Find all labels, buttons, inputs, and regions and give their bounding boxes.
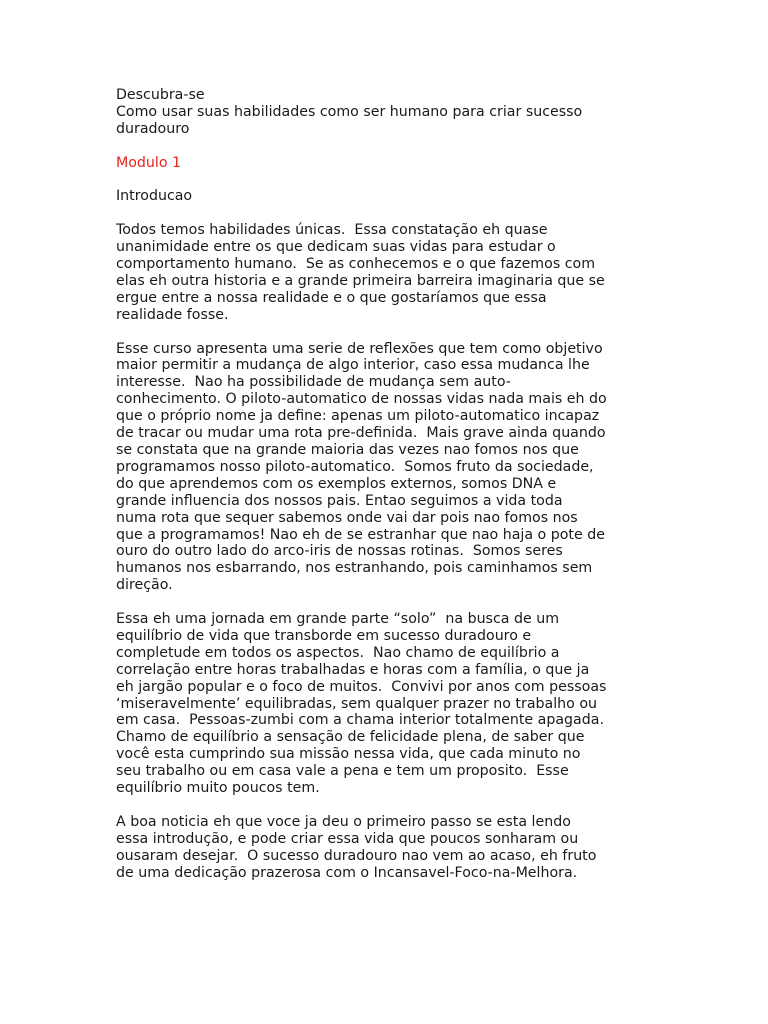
paragraph-line: completude em todos os aspectos. Nao chamo de equilíbrio a	[116, 644, 560, 661]
paragraph	[116, 341, 656, 595]
paragraph-line: numa rota que sequer sabemos onde vai dar pois nao fomos nos	[116, 509, 578, 526]
paragraph	[116, 814, 656, 882]
paragraph-line: conhecimento. O piloto-automatico de nossas vidas nada mais eh do	[116, 391, 607, 408]
section-heading: Introducao	[116, 188, 193, 205]
paragraph-line: essa introdução, e pode criar essa vida que poucos sonharam ou	[116, 830, 579, 847]
paragraph-line: Todos temos habilidades únicas. Essa constatação eh quase	[116, 222, 548, 239]
paragraph-line: ‘miseravelmente’ equilibradas, sem qualquer prazer no trabalho ou	[116, 695, 598, 712]
paragraph-line: interesse. Nao ha possibilidade de mudança sem auto-	[116, 374, 511, 391]
module-heading: Modulo 1	[116, 154, 182, 171]
paragraph-line: Chamo de equilíbrio a sensação de felicidade plena, de saber que	[116, 729, 585, 746]
document-title: Descubra-se	[116, 87, 205, 103]
paragraph-line: eh jargão popular e o foco de muitos. Convivi por anos com pessoas	[116, 678, 607, 695]
document-page	[116, 87, 656, 882]
paragraph-line: você esta cumprindo sua missão nessa vida, que cada minuto no	[116, 746, 581, 763]
paragraph-line: ousaram desejar. O sucesso duradouro nao vem ao acaso, eh fruto	[116, 847, 597, 864]
spacer	[116, 138, 656, 155]
subtitle-line: Como usar suas habilidades como ser humano para criar sucesso	[116, 103, 583, 120]
paragraph-line: correlação entre horas trabalhadas e horas com a família, o que ja	[116, 661, 590, 678]
paragraph-line: ouro do outro lado do arco-iris de nossas rotinas. Somos seres	[116, 543, 563, 560]
paragraph-line: direção.	[116, 577, 173, 594]
paragraph-line: programamos nosso piloto-automatico. Somos fruto da sociedade,	[116, 458, 594, 475]
body-text	[116, 222, 656, 881]
paragraph	[116, 611, 656, 797]
paragraph-line: A boa noticia eh que voce ja deu o primeiro passo se esta lendo	[116, 813, 571, 830]
paragraph-line: equilíbrio muito poucos tem.	[116, 780, 320, 797]
paragraph-line: Essa eh uma jornada em grande parte “solo” na busca de um	[116, 611, 560, 628]
spacer	[116, 205, 656, 222]
spacer	[116, 172, 656, 189]
paragraph-line: se constata que na grande maioria das vezes nao fomos nos que	[116, 441, 579, 458]
spacer	[116, 594, 656, 611]
paragraph-line: que a programamos! Nao eh de se estranhar que nao haja o pote de	[116, 526, 605, 543]
paragraph-line: equilíbrio de vida que transborde em sucesso duradouro e	[116, 627, 532, 644]
paragraph-line: realidade fosse.	[116, 306, 229, 323]
paragraph-line: em casa. Pessoas-zumbi com a chama interior totalmente apagada.	[116, 712, 604, 729]
paragraph-line: maior permitir a mudança de algo interior, caso essa mudanca lhe	[116, 357, 590, 374]
paragraph-line: comportamento humano. Se as conhecemos e o que fazemos com	[116, 256, 596, 273]
paragraph-line: de uma dedicação prazerosa com o Incansavel-Foco-na-Melhora.	[116, 864, 578, 881]
paragraph-line: do que aprendemos com os exemplos externos, somos DNA e	[116, 475, 557, 492]
paragraph-line: unanimidade entre os que dedicam suas vidas para estudar o	[116, 239, 556, 256]
spacer	[116, 797, 656, 814]
subtitle-line: duradouro	[116, 120, 190, 137]
paragraph-line: Esse curso apresenta uma serie de reflexões que tem como objetivo	[116, 340, 603, 357]
document-subtitle	[116, 104, 656, 138]
paragraph	[116, 222, 656, 323]
paragraph-line: elas eh outra historia e a grande primeira barreira imaginaria que se	[116, 272, 605, 289]
paragraph-line: que o próprio nome ja define: apenas um piloto-automatico incapaz	[116, 408, 600, 425]
spacer	[116, 324, 656, 341]
paragraph-line: de tracar ou mudar uma rota pre-definida. Mais grave ainda quando	[116, 425, 606, 442]
paragraph-line: seu trabalho ou em casa vale a pena e tem um proposito. Esse	[116, 763, 569, 780]
paragraph-line: humanos nos esbarrando, nos estranhando, pois caminhamos sem	[116, 560, 593, 577]
paragraph-line: ergue entre a nossa realidade e o que gostaríamos que essa	[116, 289, 547, 306]
paragraph-line: grande influencia dos nossos pais. Entao seguimos a vida toda	[116, 492, 563, 509]
